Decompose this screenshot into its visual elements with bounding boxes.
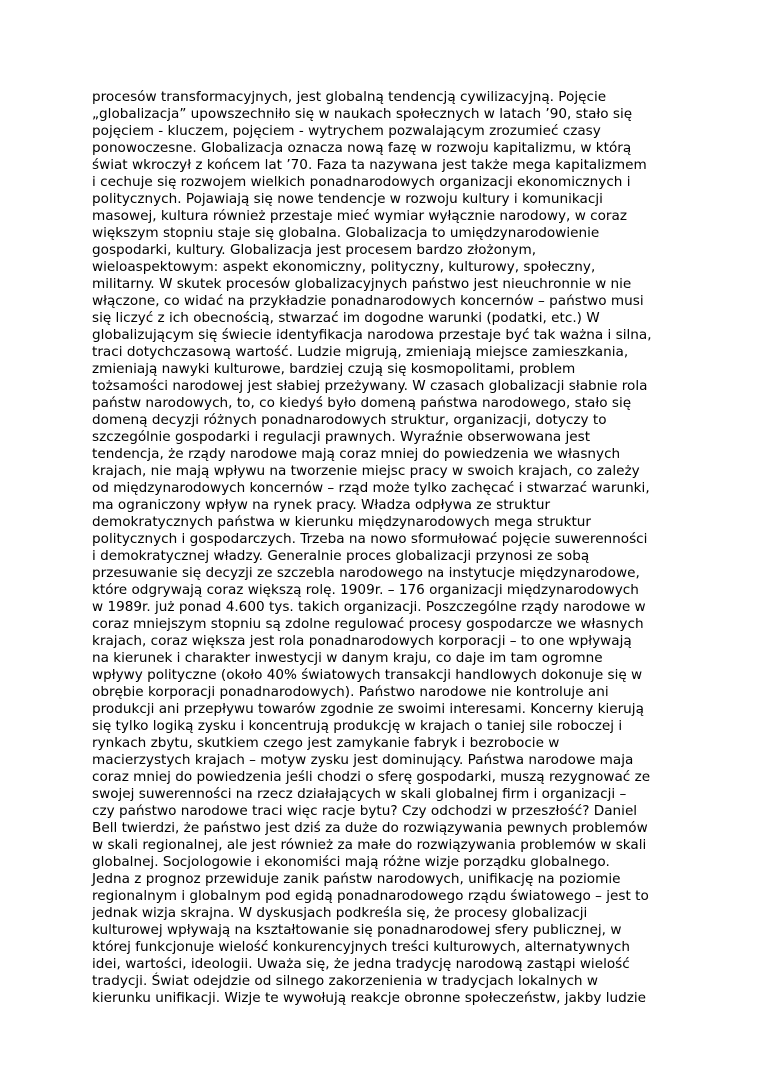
text-line: ponowoczesne. Globalizacja oznacza nową fazę w rozwoju kapitalizmu, w którą [92,140,632,156]
text-line: rynkach zbytu, skutkiem czego jest zamykanie fabryk i bezrobocie w [92,735,560,751]
text-line: globalnej. Socjologowie i ekonomiści mają różne wizje porządku globalnego. [92,854,610,870]
text-line: masowej, kultura również przestaje mieć wymiar wyłącznie narodowy, w coraz [92,208,627,224]
text-line: procesów transformacyjnych, jest globalną tendencją cywilizacyjną. Pojęcie [92,89,607,105]
text-line: wieloaspektowym: aspekt ekonomiczny, polityczny, kulturowy, społeczny, [92,259,596,275]
text-line: się tylko logiką zysku i koncentrują produkcję w krajach o taniej sile roboczej i [92,718,623,734]
text-line: szczególnie gospodarki i regulacji prawnych. Wyraźnie obserwowana jest [92,429,591,445]
text-line: od międzynarodowych koncernów – rząd może tylko zachęcać i stwarzać warunki, [92,480,650,496]
text-line: zmieniają nawyki kulturowe, bardziej czują się kosmopolitami, problem [92,361,576,377]
text-line: globalizującym się świecie identyfikacja narodowa przestaje być tak ważna i silna, [92,327,652,343]
text-line: swojej suwerenności na rzecz działających w skali globalnej firm i organizacji – [92,786,627,802]
text-line: obrębie korporacji ponadnarodowych). Państwo narodowe nie kontroluje ani [92,684,609,700]
text-line: kulturowej wpływają na kształtowanie się ponadnarodowej sfery publicznej, w [92,922,622,938]
text-line: kierunku unifikacji. Wizje te wywołują reakcje obronne społeczeństw, jakby ludzie [92,990,647,1006]
text-line: na kierunek i charakter inwestycji w danym kraju, co daje im tam ogromne [92,650,603,666]
text-line: i demokratycznej władzy. Generalnie proces globalizacji przynosi ze sobą [92,548,590,564]
text-line: w skali regionalnej, ale jest również za małe do rozwiązywania problemów w skali [92,837,647,853]
text-line: tożsamości narodowej jest słabiej przeżywany. W czasach globalizacji słabnie rola [92,378,648,394]
text-line: domeną decyzji różnych ponadnarodowych struktur, organizacji, dotyczy to [92,412,607,428]
text-line: produkcji ani przepływu towarów zgodnie ze swoimi interesami. Koncerny kierują [92,701,644,717]
text-line: tendencja, że rządy narodowe mają coraz mniej do powiedzenia we własnych [92,446,621,462]
text-line: które odgrywają coraz większą rolę. 1909r. – 176 organizacji międzynarodowych [92,582,639,598]
text-line: krajach, nie mają wpływu na tworzenie miejsc pracy w swoich krajach, co zależy [92,463,640,479]
text-line: świat wkroczył z końcem lat ’70. Faza ta nazywana jest także mega kapitalizmem [92,157,647,173]
text-line: ma ograniczony wpływ na rynek pracy. Władza odpływa ze struktur [92,497,551,513]
text-line: jednak wizja skrajna. W dyskusjach podkreśla się, że procesy globalizacji [92,905,588,921]
text-line: w 1989r. już ponad 4.600 tys. takich organizacji. Poszczególne rządy narodowe w [92,599,646,615]
text-line: i cechuje się rozwojem wielkich ponadnarodowych organizacji ekonomicznych i [92,174,631,190]
text-line: idei, wartości, ideologii. Uważa się, że jedna tradycję narodową zastąpi wielość [92,956,630,972]
text-line: krajach, coraz większa jest rola ponadnarodowych korporacji – to one wpływają [92,633,632,649]
text-line: macierzystych krajach – motyw zysku jest dominujący. Państwa narodowe maja [92,752,634,768]
text-line: przesuwanie się decyzji ze szczebla narodowego na instytucje międzynarodowe, [92,565,640,581]
text-line: się liczyć z ich obecnością, stwarzać im dogodne warunki (podatki, etc.) W [92,310,600,326]
text-line: coraz mniejszym stopniu są zdolne regulować procesy gospodarcze we własnych [92,616,644,632]
text-line: wpływy polityczne (około 40% światowych transakcji handlowych dokonuje się w [92,667,643,683]
text-line: politycznych i gospodarczych. Trzeba na nowo sformułować pojęcie suwerenności [92,531,648,547]
text-line: Bell twierdzi, że państwo jest dziś za duże do rozwiązywania pewnych problemów [92,820,648,836]
text-line: Jedna z prognoz przewiduje zanik państw narodowych, unifikację na poziomie [92,871,621,887]
text-line: czy państwo narodowe traci więc racje bytu? Czy odchodzi w przeszłość? Daniel [92,803,638,819]
text-line: traci dotychczasową wartość. Ludzie migrują, zmieniają miejsce zamieszkania, [92,344,629,360]
text-line: „globalizacja” upowszechniło się w naukach społecznych w latach ’90, stało się [92,106,633,122]
text-line: pojęciem - kluczem, pojęciem - wytrychem pozwalającym zrozumieć czasy [92,123,601,139]
text-line: gospodarki, kultury. Globalizacja jest procesem bardzo złożonym, [92,242,537,258]
text-line: włączone, co widać na przykładzie ponadnarodowych koncernów – państwo musi [92,293,644,309]
text-line: militarny. W skutek procesów globalizacyjnych państwo jest nieuchronnie w nie [92,276,632,292]
text-line: politycznych. Pojawiają się nowe tendencje w rozwoju kultury i komunikacji [92,191,603,207]
body-text [92,89,682,1007]
text-line: której funkcjonuje wielość konkurencyjnych treści kulturowych, alternatywnych [92,939,630,955]
text-line: coraz mniej do powiedzenia jeśli chodzi o sferę gospodarki, muszą rezygnować ze [92,769,651,785]
text-line: demokratycznych państwa w kierunku międzynarodowych mega struktur [92,514,591,530]
text-line: regionalnym i globalnym pod egidą ponadnarodowego rządu światowego – jest to [92,888,649,904]
text-line: większym stopniu staje się globalna. Globalizacja to umiędzynarodowienie [92,225,600,241]
text-line: państw narodowych, to, co kiedyś było domeną państwa narodowego, stało się [92,395,632,411]
text-line: tradycji. Świat odejdzie od silnego zakorzenienia w tradycjach lokalnych w [92,973,598,989]
